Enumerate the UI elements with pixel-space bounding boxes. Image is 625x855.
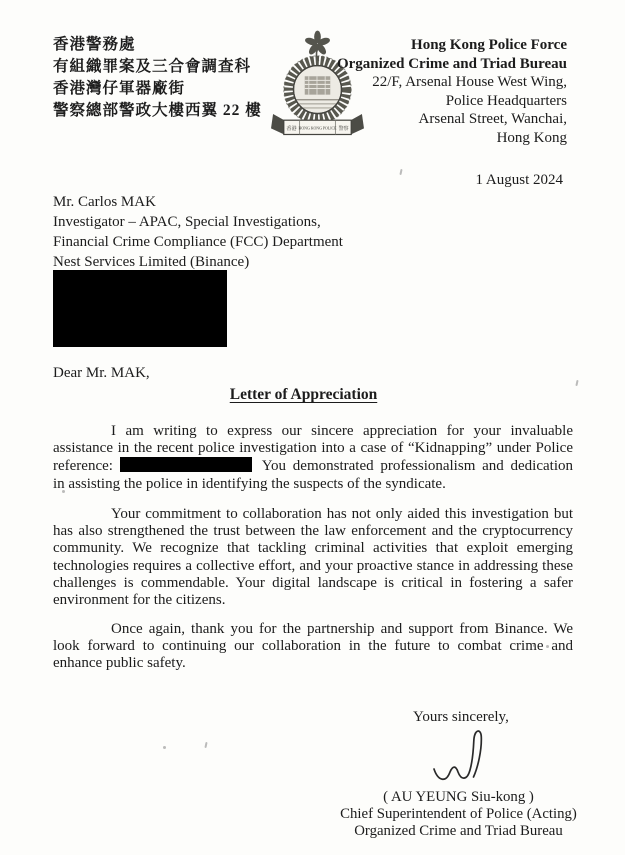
salutation: Dear Mr. MAK,: [53, 365, 150, 381]
signature-icon: [430, 724, 492, 788]
address-line: Arsenal Street, Wanchai,: [418, 111, 567, 128]
recipient-block: [53, 192, 343, 272]
body-paragraph-3: [53, 621, 573, 673]
letterhead-chinese-line: 香港灣仔軍器廠街: [53, 80, 186, 97]
body-paragraph-1: [53, 423, 573, 493]
signatory-unit: Organized Crime and Triad Bureau: [354, 823, 563, 840]
letterhead-chinese-line: 有組織罪案及三合會調查科: [53, 58, 252, 75]
letterhead-chinese: [53, 34, 262, 122]
recipient-company: Nest Services Limited (Binance): [53, 254, 250, 270]
letterhead-english: [337, 36, 567, 148]
letterhead-chinese-line: 香港警務處: [53, 36, 136, 53]
crest-ribbon-right-text: 警察: [338, 125, 349, 132]
redacted-address-block: [53, 270, 227, 347]
address-line: Hong Kong: [496, 129, 567, 146]
address-line: Police Headquarters: [445, 92, 567, 109]
letter-title: Letter of Appreciation: [229, 386, 378, 403]
redacted-reference-number: [120, 457, 252, 472]
recipient-department: Financial Crime Compliance (FCC) Department: [53, 234, 343, 250]
scan-speck: [546, 645, 549, 648]
scan-speck: [163, 746, 166, 749]
para1-text-before: I am writing to express our sincere appreciation for your invaluable assistance in the recent police investigation into a case of “Kidnapping” under Police reference:: [53, 423, 573, 475]
para1-text-after: You demonstrated professionalism and dedication in assisting the police in identifying the suspects of the syndicate.: [53, 458, 574, 492]
crest-ribbon-left-text: 香港: [286, 125, 297, 132]
letter-date: 1 August 2024: [475, 172, 563, 188]
body-paragraph-2: [53, 506, 573, 609]
scan-speck: [533, 644, 536, 647]
recipient-name: Mr. Carlos MAK: [53, 194, 156, 210]
letterhead-chinese-line: 警察總部警政大樓西翼 22 樓: [53, 102, 262, 119]
recipient-title: Investigator – APAC, Special Investigations,: [53, 214, 321, 230]
signatory-name: ( AU YEUNG Siu-kong ): [383, 789, 534, 805]
org-name: Hong Kong Police Force: [411, 37, 567, 53]
scan-speck: [204, 742, 207, 748]
para3-text: Once again, thank you for the partnership and support from Binance. We look forward to continuing our collaboration in the future to combat crime and enhance public safety.: [53, 621, 573, 672]
scan-speck: [62, 490, 65, 493]
para2-text: Your commitment to collaboration has not only aided this investigation but has also strengthened the trust between the law enforcement and the cryptocurrency community. We recognize that tackling criminal activities that exploit emerging technologies requires a collective effort, and your proactive stance in addressing these challenges is commendable. Your digital landscape is critical in fostering a safer environment for the citizens.: [53, 506, 573, 609]
crest-ribbon-center-text: HONG KONG POLICE: [298, 126, 337, 131]
address-line: 22/F, Arsenal House West Wing,: [372, 74, 567, 91]
scan-speck: [399, 169, 402, 175]
signatory-rank: Chief Superintendent of Police (Acting): [340, 806, 577, 823]
bureau-name: Organized Crime and Triad Bureau: [336, 55, 567, 72]
valediction: Yours sincerely,: [413, 709, 509, 725]
signoff-block: [306, 789, 611, 841]
